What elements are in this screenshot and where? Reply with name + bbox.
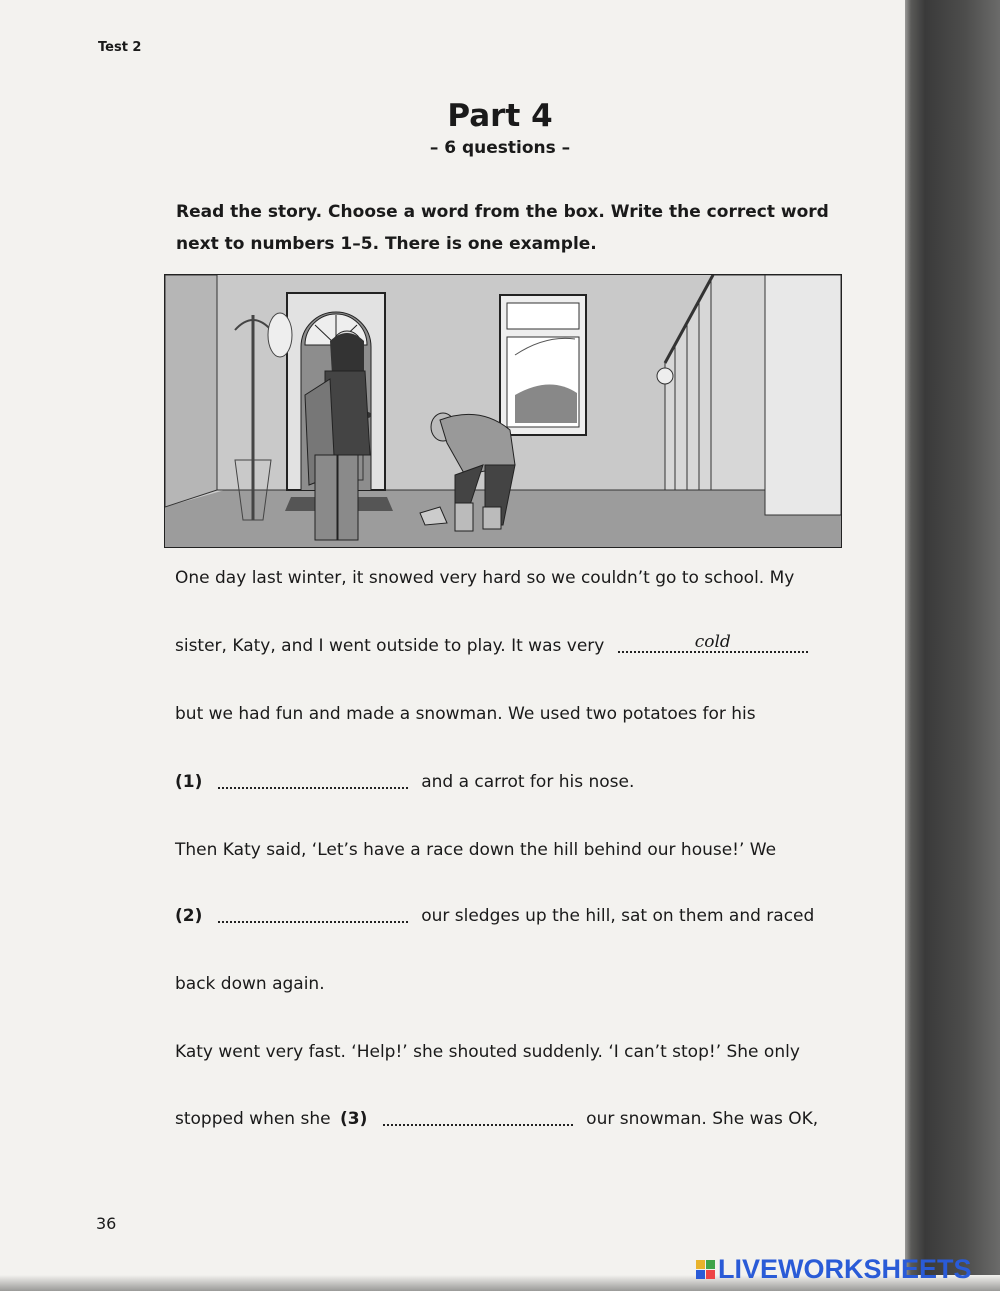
hallway-scene-illustration <box>164 274 842 548</box>
question-2-number: (2) <box>175 906 203 926</box>
story-line-2 <box>175 632 808 656</box>
instructions: Read the story. Choose a word from the box. Write the correct word next to numbers 1–5. There is one example. <box>176 202 829 254</box>
story-line-4 <box>175 772 634 792</box>
story-line-3: but we had fun and made a snowman. We used two potatoes for his <box>175 704 756 724</box>
story-line-9-end: our snowman. She was OK, <box>586 1109 819 1129</box>
answer-blank-1[interactable] <box>218 772 408 792</box>
page-number: 36 <box>96 1214 117 1233</box>
answer-blank-2[interactable] <box>218 906 408 926</box>
liveworksheets-icon <box>696 1260 715 1279</box>
book-spine-shadow <box>905 0 1000 1291</box>
story-line-7: back down again. <box>175 974 325 994</box>
story-line-6-text: our sledges up the hill, sat on them and raced <box>421 906 815 926</box>
part-subtitle: – 6 questions – <box>429 138 571 158</box>
answer-blank-3[interactable] <box>383 1109 573 1129</box>
story-line-9 <box>175 1109 818 1129</box>
liveworksheets-text: LIVEWORKSHEETS <box>718 1254 972 1284</box>
part-title: Part 4 <box>447 98 553 134</box>
story-line-2-text: sister, Katy, and I went outside to play. It was very <box>175 636 605 656</box>
question-1-number: (1) <box>175 772 203 792</box>
liveworksheets-logo <box>696 1254 972 1285</box>
story-line-6 <box>175 906 814 926</box>
story-line-8: Katy went very fast. ‘Help!’ she shouted suddenly. ‘I can’t stop!’ She only <box>175 1042 800 1062</box>
story-line-9-text: stopped when she <box>175 1109 331 1129</box>
example-answer: cold <box>694 632 731 652</box>
story-line-5: Then Katy said, ‘Let’s have a race down the hill behind our house!’ We <box>175 840 777 860</box>
test-label: Test 2 <box>98 40 142 55</box>
question-3-number: (3) <box>339 1109 368 1129</box>
story-line-1: One day last winter, it snowed very hard so we couldn’t go to school. My <box>175 568 795 588</box>
example-answer-blank <box>618 632 808 656</box>
story-line-4-text: and a carrot for his nose. <box>421 772 635 792</box>
